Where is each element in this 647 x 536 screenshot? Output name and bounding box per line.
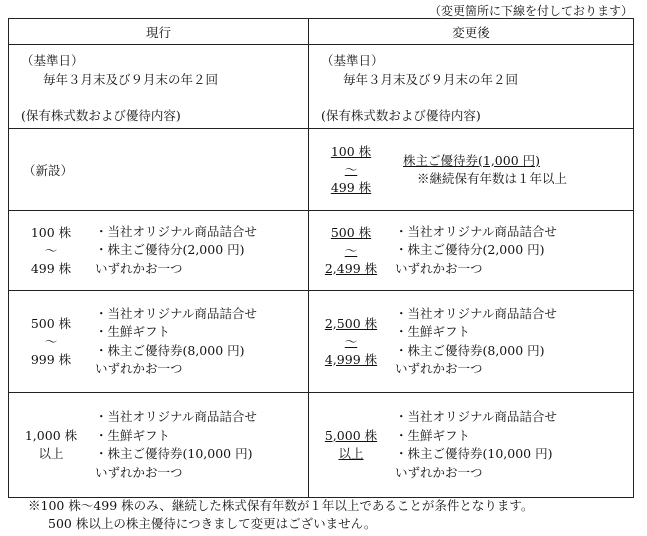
share-min: 500 株 <box>330 224 372 240</box>
share-max: 499 株 <box>330 179 372 195</box>
tier-1-changed <box>309 129 634 211</box>
basis-cell-current <box>9 45 309 129</box>
benefit-item: ・生鮮ギフト <box>95 324 171 339</box>
benefit-item: ・生鮮ギフト <box>395 427 471 443</box>
basis-label: （基準日） <box>321 53 384 68</box>
benefit-list <box>393 223 557 279</box>
benefit-item: 株主ご優待券(1,000 円) <box>403 152 541 168</box>
holding-condition: ※継続保有年数は１年以上 <box>417 170 568 186</box>
benefit-item: ・当社オリジナル商品詰合せ <box>95 223 257 239</box>
share-min: 1,000 株 <box>24 428 78 443</box>
header-changed: 変更後 <box>309 19 634 45</box>
share-max: 4,999 株 <box>324 351 378 367</box>
tier-3-changed <box>309 291 634 393</box>
header-current: 現行 <box>9 19 309 45</box>
benefit-item: ・生鮮ギフト <box>95 427 171 443</box>
share-range <box>309 143 393 197</box>
share-min: 2,500 株 <box>324 315 378 331</box>
share-sep: ～ <box>344 161 358 177</box>
benefit-list <box>393 408 557 482</box>
share-min: 100 株 <box>30 224 72 240</box>
new-label: （新設） <box>23 162 74 178</box>
benefit-list <box>93 408 257 482</box>
share-range <box>9 427 93 463</box>
benefit-choice: いずれかお一つ <box>95 260 183 276</box>
benefit-item: ・当社オリジナル商品詰合せ <box>95 409 257 424</box>
benefit-list <box>393 152 567 188</box>
share-range <box>309 224 393 278</box>
benefit-choice: いずれかお一つ <box>395 260 483 276</box>
holdings-label: (保有株式数および優待内容) <box>321 108 481 123</box>
tier-4-changed <box>309 393 634 498</box>
benefit-item: ・生鮮ギフト <box>395 324 471 339</box>
share-max: 999 株 <box>30 351 72 367</box>
comparison-table <box>8 18 634 498</box>
footnote-line-2: 500 株以上の株主優待につきまして変更はございません。 <box>48 516 377 531</box>
benefit-item: ・当社オリジナル商品詰合せ <box>395 223 557 239</box>
share-sep: ～ <box>44 333 58 349</box>
tier-3-current <box>9 291 309 393</box>
benefit-item: ・株主ご優待券(8,000 円) <box>95 342 245 358</box>
share-above: 以上 <box>38 446 64 461</box>
footnote-line-1: ※100 株～499 株のみ、継続した株式保有年数が１年以上であることが条件となります。 <box>28 498 534 513</box>
benefit-item: ・当社オリジナル商品詰合せ <box>395 409 557 424</box>
tier-row-3 <box>9 291 634 393</box>
benefit-item: ・株主ご優待分(2,000 円) <box>95 242 245 258</box>
basis-row <box>9 45 634 129</box>
holdings-label: (保有株式数および優待内容) <box>21 108 181 123</box>
share-sep: ～ <box>44 242 58 258</box>
basis-cell-changed <box>309 45 634 129</box>
benefit-choice: いずれかお一つ <box>395 361 483 376</box>
benefit-item: ・当社オリジナル商品詰合せ <box>95 305 257 321</box>
tier-1-current <box>9 129 309 211</box>
tier-2-changed <box>309 211 634 291</box>
benefit-item: ・株主ご優待券(10,000 円) <box>95 446 253 461</box>
share-range <box>309 427 393 463</box>
table-header-row <box>9 19 634 45</box>
benefit-item: ・株主ご優待分(2,000 円) <box>395 242 545 258</box>
share-range <box>9 224 93 278</box>
benefit-item: ・株主ご優待券(10,000 円) <box>395 446 553 461</box>
benefit-choice: いずれかお一つ <box>95 361 183 376</box>
change-note: （変更箇所に下線を付しております） <box>428 4 633 18</box>
benefit-choice: いずれかお一つ <box>95 464 183 480</box>
benefit-item: ・当社オリジナル商品詰合せ <box>395 305 557 321</box>
benefit-list <box>393 305 557 379</box>
benefit-list <box>93 305 257 379</box>
tier-row-4 <box>9 393 634 498</box>
tier-row-1 <box>9 129 634 211</box>
footnote <box>28 497 533 533</box>
tier-2-current <box>9 211 309 291</box>
share-max: 2,499 株 <box>324 260 378 276</box>
share-sep: ～ <box>344 333 358 349</box>
benefit-item: ・株主ご優待券(8,000 円) <box>395 342 545 358</box>
benefit-choice: いずれかお一つ <box>395 464 483 480</box>
basis-date: 毎年３月末及び９月末の年２回 <box>343 72 519 87</box>
benefit-list <box>93 223 257 279</box>
basis-date: 毎年３月末及び９月末の年２回 <box>43 72 219 87</box>
tier-row-2 <box>9 211 634 291</box>
basis-label: （基準日） <box>21 53 84 68</box>
share-sep: ～ <box>344 242 358 258</box>
share-above: 以上 <box>338 446 364 461</box>
share-max: 499 株 <box>30 260 72 276</box>
share-min: 500 株 <box>30 315 72 331</box>
share-min: 5,000 株 <box>324 428 378 443</box>
share-min: 100 株 <box>330 143 372 159</box>
share-range <box>9 315 93 369</box>
tier-4-current <box>9 393 309 498</box>
share-range <box>309 315 393 369</box>
